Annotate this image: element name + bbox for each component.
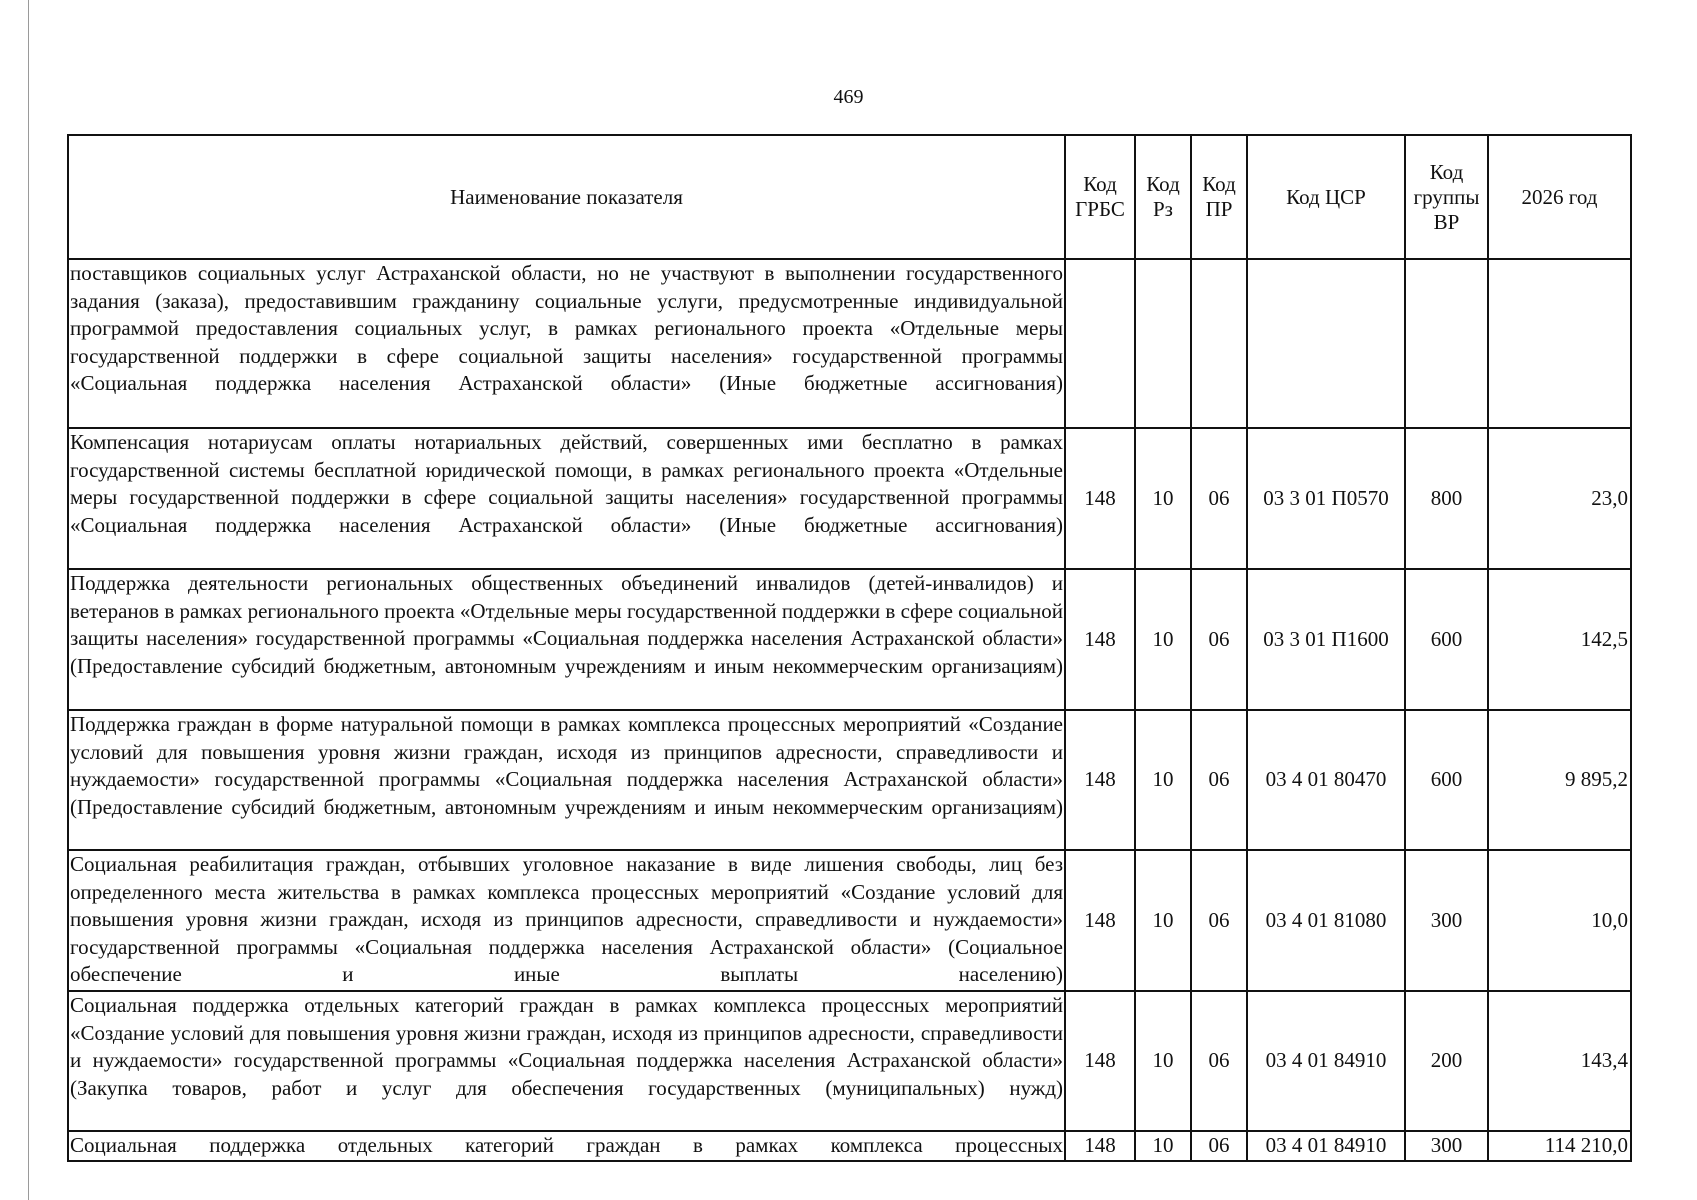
row-name: Поддержка деятельности региональных общественных объединений инвалидов (детей-инвалидов) и ветеранов в рамках регионального проекта «Отдельные меры государственной поддержки в сфере социальной защиты населения» государственной программы «Социальная поддержка населения Астраханской области» (Предоставление субсидий бюджетным, автономным учреждениям и иным некоммерческим организациям): [68, 569, 1065, 710]
row-pr: 06: [1191, 991, 1247, 1131]
row-grbs: 148: [1065, 1131, 1135, 1161]
table-row: [68, 569, 1631, 710]
row-csr: 03 3 01 П0570: [1247, 428, 1405, 569]
row-name: Социальная поддержка отдельных категорий граждан в рамках комплекса процессных мероприятий «Создание условий для повышения уровня жизни граждан, исходя из принципов адресности, справедливости и нуждаемости» государственной программы «Социальная поддержка населения Астраханской области» (Закупка товаров, работ и услуг для обеспечения государственных (муниципальных) нужд): [68, 991, 1065, 1131]
table-row: [68, 259, 1631, 428]
row-pr: [1191, 259, 1247, 428]
row-amount: 142,5: [1488, 569, 1631, 710]
row-rz: 10: [1135, 1131, 1191, 1161]
row-pr: 06: [1191, 710, 1247, 850]
budget-table: [67, 134, 1632, 1162]
header-pr: Код ПР: [1191, 135, 1247, 259]
page-margin-line: [28, 0, 29, 1200]
row-rz: 10: [1135, 710, 1191, 850]
row-rz: 10: [1135, 850, 1191, 991]
row-csr: 03 3 01 П1600: [1247, 569, 1405, 710]
row-rz: 10: [1135, 569, 1191, 710]
header-name: Наименование показателя: [68, 135, 1065, 259]
row-grbs: 148: [1065, 991, 1135, 1131]
header-csr: Код ЦСР: [1247, 135, 1405, 259]
row-name: Поддержка граждан в форме натуральной помощи в рамках комплекса процессных мероприятий «Создание условий для повышения уровня жизни граждан, исходя из принципов адресности, справедливости и нуждаемости» государственной программы «Социальная поддержка населения Астраханской области» (Предоставление субсидий бюджетным, автономным учреждениям и иным некоммерческим организациям): [68, 710, 1065, 850]
header-rz: Код Рз: [1135, 135, 1191, 259]
row-vr: 300: [1405, 1131, 1488, 1161]
row-name: Социальная реабилитация граждан, отбывших уголовное наказание в виде лишения свободы, лиц без определенного места жительства в рамках комплекса процессных мероприятий «Создание условий для повышения уровня жизни граждан, исходя из принципов адресности, справедливости и нуждаемости» государственной программы «Социальная поддержка населения Астраханской области» (Социальное обеспечение и иные выплаты населению): [68, 850, 1065, 991]
row-rz: [1135, 259, 1191, 428]
row-amount: 10,0: [1488, 850, 1631, 991]
row-grbs: 148: [1065, 710, 1135, 850]
table-header-row: [68, 135, 1631, 259]
header-year: 2026 год: [1488, 135, 1631, 259]
row-name: Социальная поддержка отдельных категорий граждан в рамках комплекса процессных: [68, 1131, 1065, 1161]
table-row: [68, 1131, 1631, 1161]
row-csr: 03 4 01 81080: [1247, 850, 1405, 991]
row-grbs: 148: [1065, 850, 1135, 991]
row-vr: 800: [1405, 428, 1488, 569]
row-amount: [1488, 259, 1631, 428]
row-pr: 06: [1191, 1131, 1247, 1161]
row-grbs: [1065, 259, 1135, 428]
row-rz: 10: [1135, 428, 1191, 569]
page-number: 469: [833, 86, 864, 108]
row-amount: 23,0: [1488, 428, 1631, 569]
table-row: [68, 428, 1631, 569]
row-vr: 600: [1405, 710, 1488, 850]
budget-table-container: [67, 134, 1632, 1162]
row-csr: 03 4 01 80470: [1247, 710, 1405, 850]
row-amount: 143,4: [1488, 991, 1631, 1131]
row-amount: 9 895,2: [1488, 710, 1631, 850]
row-pr: 06: [1191, 428, 1247, 569]
row-vr: 300: [1405, 850, 1488, 991]
table-row: [68, 850, 1631, 991]
row-vr: [1405, 259, 1488, 428]
row-pr: 06: [1191, 569, 1247, 710]
row-rz: 10: [1135, 991, 1191, 1131]
row-amount: 114 210,0: [1488, 1131, 1631, 1161]
row-csr: [1247, 259, 1405, 428]
table-row: [68, 991, 1631, 1131]
row-vr: 600: [1405, 569, 1488, 710]
row-csr: 03 4 01 84910: [1247, 1131, 1405, 1161]
row-grbs: 148: [1065, 428, 1135, 569]
row-grbs: 148: [1065, 569, 1135, 710]
row-vr: 200: [1405, 991, 1488, 1131]
row-pr: 06: [1191, 850, 1247, 991]
row-csr: 03 4 01 84910: [1247, 991, 1405, 1131]
row-name: Компенсация нотариусам оплаты нотариальных действий, совершенных ими бесплатно в рамках государственной системы бесплатной юридической помощи, в рамках регионального проекта «Отдельные меры государственной поддержки в сфере социальной защиты населения» государственной программы «Социальная поддержка населения Астраханской области» (Иные бюджетные ассигнования): [68, 428, 1065, 569]
row-name: поставщиков социальных услуг Астраханской области, но не участвуют в выполнении государственного задания (заказа), предоставившим гражданину социальные услуги, предусмотренные индивидуальной программой предоставления социальных услуг, в рамках регионального проекта «Отдельные меры государственной поддержки в сфере социальной защиты населения» государственной программы «Социальная поддержка населения Астраханской области» (Иные бюджетные ассигнования): [68, 259, 1065, 428]
table-row: [68, 710, 1631, 850]
header-vr: Код группы ВР: [1405, 135, 1488, 259]
header-grbs: Код ГРБС: [1065, 135, 1135, 259]
